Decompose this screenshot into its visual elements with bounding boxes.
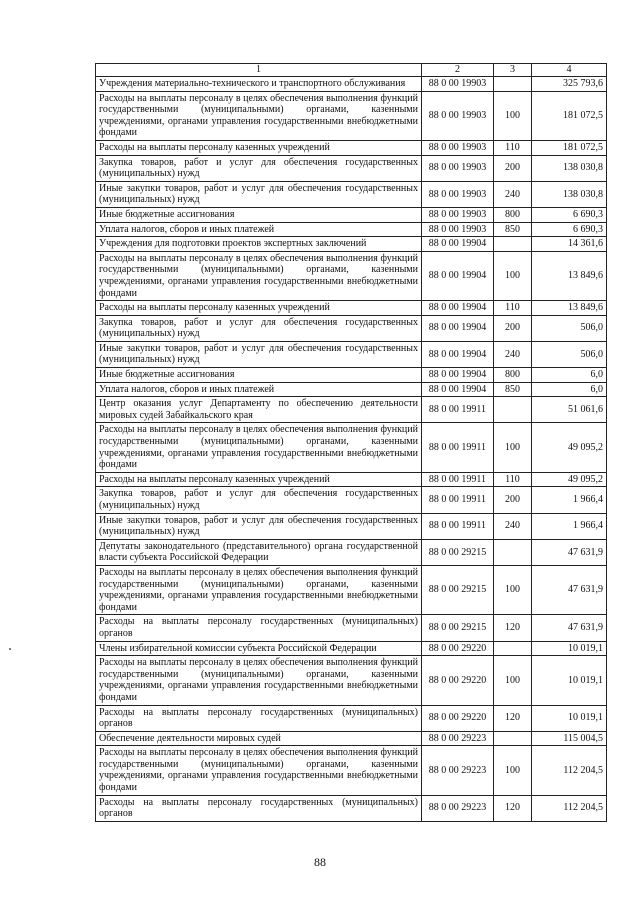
table-body [96, 77, 607, 822]
table-row [96, 155, 607, 181]
row-name-cell: Расходы на выплаты персоналу в целях обеспечения выполнения функций государственными (муниципальными) органами, казенными учреждениями, органами управления государственными внебюджетными фондами [96, 423, 422, 472]
row-vr-cell [494, 539, 532, 565]
row-name-cell: Расходы на выплаты персоналу казенных учреждений [96, 472, 422, 487]
row-code-cell: 88 0 00 19904 [422, 301, 494, 316]
row-code-cell: 88 0 00 29220 [422, 705, 494, 731]
row-vr-cell [494, 731, 532, 746]
table-row [96, 731, 607, 746]
row-name-cell: Закупка товаров, работ и услуг для обеспечения государственных (муниципальных) нужд [96, 155, 422, 181]
row-code-cell: 88 0 00 29215 [422, 539, 494, 565]
row-name-cell: Расходы на выплаты персоналу казенных учреждений [96, 301, 422, 316]
row-vr-cell: 850 [494, 382, 532, 397]
row-vr-cell: 240 [494, 341, 532, 367]
budget-table [95, 63, 607, 822]
table-row [96, 368, 607, 383]
row-amount-cell: 6,0 [532, 382, 607, 397]
row-amount-cell: 1 966,4 [532, 513, 607, 539]
row-vr-cell: 850 [494, 222, 532, 237]
row-name-cell: Уплата налогов, сборов и иных платежей [96, 382, 422, 397]
table-row [96, 301, 607, 316]
row-vr-cell [494, 77, 532, 92]
row-amount-cell: 10 019,1 [532, 705, 607, 731]
row-name-cell: Расходы на выплаты персоналу в целях обеспечения выполнения функций государственными (муниципальными) органами, казенными учреждениями, органами управления государственными внебюджетными фондами [96, 746, 422, 795]
row-amount-cell: 6,0 [532, 368, 607, 383]
row-name-cell: Члены избирательной комиссии субъекта Российской Федерации [96, 641, 422, 656]
table-row [96, 513, 607, 539]
table-row [96, 656, 607, 705]
row-name-cell: Иные закупки товаров, работ и услуг для обеспечения государственных (муниципальных) нужд [96, 181, 422, 207]
row-vr-cell: 100 [494, 746, 532, 795]
row-amount-cell: 10 019,1 [532, 656, 607, 705]
row-vr-cell: 120 [494, 795, 532, 821]
row-name-cell: Расходы на выплаты персоналу государственных (муниципальных) органов [96, 795, 422, 821]
row-code-cell: 88 0 00 19903 [422, 155, 494, 181]
table-row [96, 397, 607, 423]
row-name-cell: Закупка товаров, работ и услуг для обеспечения государственных (муниципальных) нужд [96, 487, 422, 513]
table-row [96, 539, 607, 565]
row-code-cell: 88 0 00 19903 [422, 222, 494, 237]
table-row [96, 795, 607, 821]
row-code-cell: 88 0 00 19904 [422, 368, 494, 383]
row-amount-cell: 115 004,5 [532, 731, 607, 746]
row-vr-cell: 240 [494, 513, 532, 539]
table-row [96, 207, 607, 222]
row-vr-cell: 110 [494, 472, 532, 487]
row-vr-cell: 200 [494, 315, 532, 341]
row-code-cell: 88 0 00 29223 [422, 731, 494, 746]
row-vr-cell: 100 [494, 91, 532, 140]
row-name-cell: Иные закупки товаров, работ и услуг для обеспечения государственных (муниципальных) нужд [96, 341, 422, 367]
row-amount-cell: 13 849,6 [532, 301, 607, 316]
row-amount-cell: 47 631,9 [532, 539, 607, 565]
table-row [96, 341, 607, 367]
row-code-cell: 88 0 00 29223 [422, 795, 494, 821]
table-row [96, 251, 607, 300]
row-vr-cell [494, 397, 532, 423]
row-amount-cell: 325 793,6 [532, 77, 607, 92]
row-amount-cell: 13 849,6 [532, 251, 607, 300]
row-vr-cell: 200 [494, 487, 532, 513]
row-code-cell: 88 0 00 19911 [422, 487, 494, 513]
row-code-cell: 88 0 00 19904 [422, 315, 494, 341]
table-row [96, 705, 607, 731]
table-row [96, 237, 607, 252]
row-amount-cell: 51 061,6 [532, 397, 607, 423]
row-name-cell: Обеспечение деятельности мировых судей [96, 731, 422, 746]
table-header-row [96, 64, 607, 77]
row-code-cell: 88 0 00 29215 [422, 565, 494, 614]
row-code-cell: 88 0 00 19904 [422, 251, 494, 300]
row-amount-cell: 47 631,9 [532, 615, 607, 641]
row-vr-cell: 800 [494, 207, 532, 222]
row-amount-cell: 506,0 [532, 315, 607, 341]
row-amount-cell: 138 030,8 [532, 155, 607, 181]
row-code-cell: 88 0 00 19903 [422, 181, 494, 207]
row-vr-cell: 120 [494, 615, 532, 641]
row-vr-cell: 240 [494, 181, 532, 207]
row-amount-cell: 49 095,2 [532, 423, 607, 472]
row-code-cell: 88 0 00 29220 [422, 641, 494, 656]
row-code-cell: 88 0 00 19904 [422, 237, 494, 252]
table-row [96, 746, 607, 795]
row-code-cell: 88 0 00 19903 [422, 207, 494, 222]
row-name-cell: Расходы на выплаты персоналу в целях обеспечения выполнения функций государственными (муниципальными) органами, казенными учреждениями, органами управления государственными внебюджетными фондами [96, 251, 422, 300]
row-vr-cell [494, 237, 532, 252]
row-name-cell: Расходы на выплаты персоналу казенных учреждений [96, 140, 422, 155]
column-header-amount: 4 [532, 64, 607, 77]
row-code-cell: 88 0 00 19911 [422, 423, 494, 472]
row-amount-cell: 10 019,1 [532, 641, 607, 656]
row-name-cell: Расходы на выплаты персоналу в целях обеспечения выполнения функций государственными (муниципальными) органами, казенными учреждениями, органами управления государственными внебюджетными фондами [96, 565, 422, 614]
row-code-cell: 88 0 00 19911 [422, 472, 494, 487]
row-amount-cell: 181 072,5 [532, 140, 607, 155]
row-name-cell: Расходы на выплаты персоналу в целях обеспечения выполнения функций государственными (муниципальными) органами, казенными учреждениями, органами управления государственными внебюджетными фондами [96, 656, 422, 705]
row-amount-cell: 49 095,2 [532, 472, 607, 487]
row-amount-cell: 506,0 [532, 341, 607, 367]
row-vr-cell: 120 [494, 705, 532, 731]
row-vr-cell: 800 [494, 368, 532, 383]
row-amount-cell: 6 690,3 [532, 207, 607, 222]
row-vr-cell: 110 [494, 301, 532, 316]
row-code-cell: 88 0 00 19911 [422, 397, 494, 423]
row-code-cell: 88 0 00 19904 [422, 341, 494, 367]
row-amount-cell: 1 966,4 [532, 487, 607, 513]
row-code-cell: 88 0 00 19903 [422, 77, 494, 92]
row-code-cell: 88 0 00 19903 [422, 91, 494, 140]
page-number: 88 [314, 855, 326, 869]
row-vr-cell: 100 [494, 565, 532, 614]
row-code-cell: 88 0 00 29223 [422, 746, 494, 795]
table-row [96, 423, 607, 472]
row-name-cell: Иные закупки товаров, работ и услуг для обеспечения государственных (муниципальных) нужд [96, 513, 422, 539]
row-code-cell: 88 0 00 19903 [422, 140, 494, 155]
table-row [96, 472, 607, 487]
row-amount-cell: 112 204,5 [532, 746, 607, 795]
table-row [96, 315, 607, 341]
row-vr-cell: 100 [494, 423, 532, 472]
row-amount-cell: 14 361,6 [532, 237, 607, 252]
row-code-cell: 88 0 00 29220 [422, 656, 494, 705]
row-vr-cell [494, 641, 532, 656]
row-name-cell: Расходы на выплаты персоналу государственных (муниципальных) органов [96, 705, 422, 731]
row-vr-cell: 110 [494, 140, 532, 155]
row-name-cell: Уплата налогов, сборов и иных платежей [96, 222, 422, 237]
row-vr-cell: 200 [494, 155, 532, 181]
row-name-cell: Закупка товаров, работ и услуг для обеспечения государственных (муниципальных) нужд [96, 315, 422, 341]
table-row [96, 140, 607, 155]
column-header-code: 2 [422, 64, 494, 77]
table-row [96, 222, 607, 237]
row-name-cell: Иные бюджетные ассигнования [96, 368, 422, 383]
row-vr-cell: 100 [494, 251, 532, 300]
row-amount-cell: 112 204,5 [532, 795, 607, 821]
table-row [96, 565, 607, 614]
row-code-cell: 88 0 00 19904 [422, 382, 494, 397]
row-amount-cell: 47 631,9 [532, 565, 607, 614]
table-row [96, 181, 607, 207]
row-code-cell: 88 0 00 19911 [422, 513, 494, 539]
row-name-cell: Иные бюджетные ассигнования [96, 207, 422, 222]
row-name-cell: Расходы на выплаты персоналу в целях обеспечения выполнения функций государственными (муниципальными) органами, казенными учреждениями, органами управления государственными внебюджетными фондами [96, 91, 422, 140]
row-amount-cell: 6 690,3 [532, 222, 607, 237]
table-row [96, 91, 607, 140]
row-code-cell: 88 0 00 29215 [422, 615, 494, 641]
row-name-cell: Учреждения для подготовки проектов экспертных заключений [96, 237, 422, 252]
table-row [96, 77, 607, 92]
table-row [96, 382, 607, 397]
table-row [96, 487, 607, 513]
row-name-cell: Расходы на выплаты персоналу государственных (муниципальных) органов [96, 615, 422, 641]
row-amount-cell: 181 072,5 [532, 91, 607, 140]
table-row [96, 641, 607, 656]
margin-dot [9, 648, 11, 650]
row-amount-cell: 138 030,8 [532, 181, 607, 207]
row-vr-cell: 100 [494, 656, 532, 705]
row-name-cell: Депутаты законодательного (представительного) органа государственной власти субъекта Российской Федерации [96, 539, 422, 565]
row-name-cell: Учреждения материально-технического и транспортного обслуживания [96, 77, 422, 92]
table-row [96, 615, 607, 641]
row-name-cell: Центр оказания услуг Департаменту по обеспечению деятельности мировых судей Забайкальского края [96, 397, 422, 423]
column-header-name: 1 [96, 64, 422, 77]
column-header-vr: 3 [494, 64, 532, 77]
